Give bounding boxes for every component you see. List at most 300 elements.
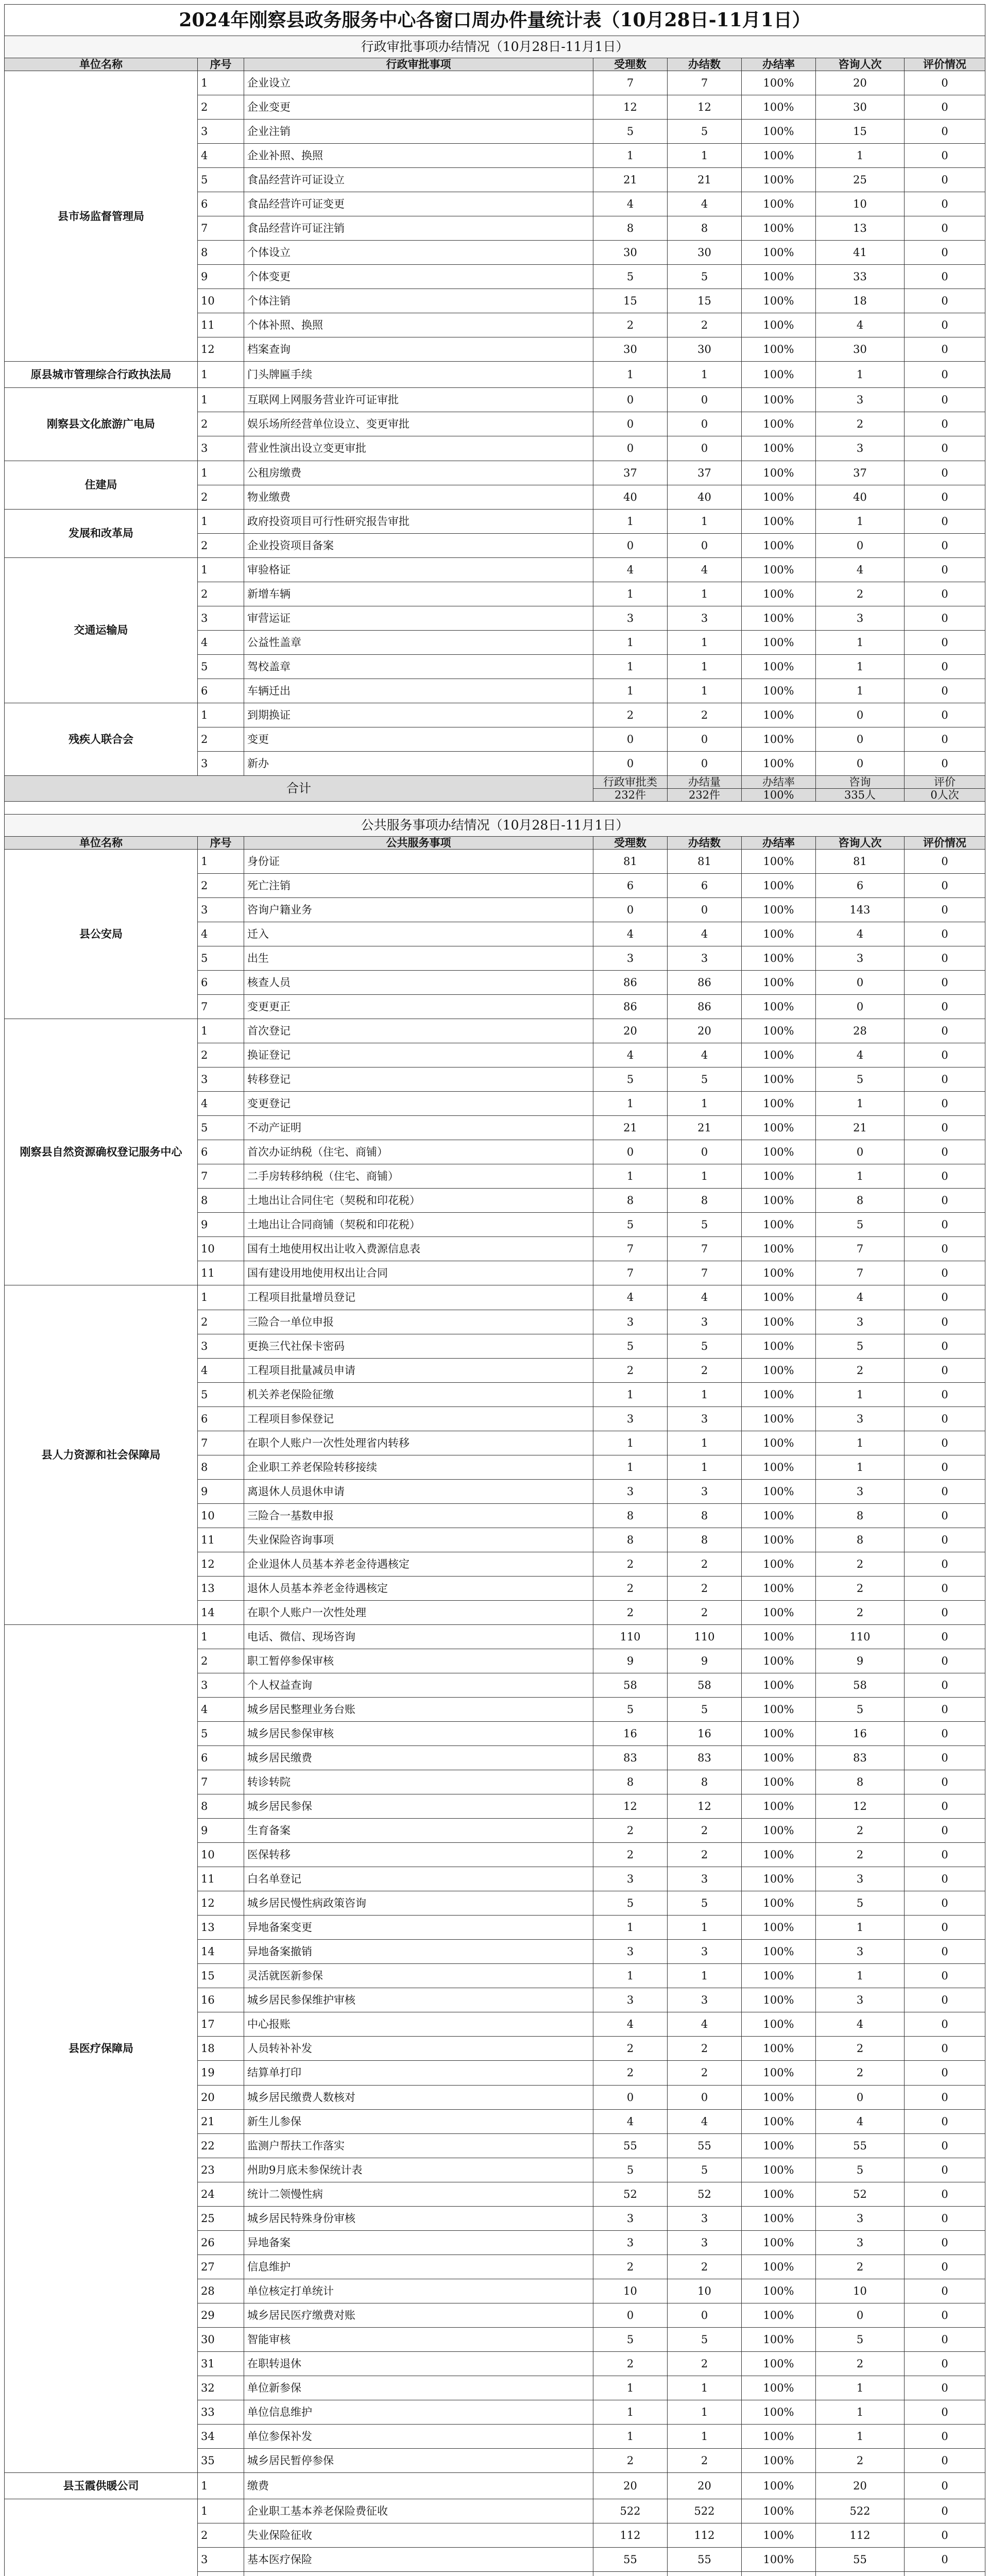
completed-count: 3 [668,2206,742,2230]
item-name: 土地出让合同商铺（契税和印花税） [244,1213,593,1237]
accepted-count: 3 [593,606,668,630]
item-name: 城乡居民参保审核 [244,1722,593,1746]
completion-rate: 100% [742,1334,816,1358]
accepted-count: 37 [593,461,668,485]
completed-count: 3 [668,946,742,971]
row-index: 8 [198,1455,244,1479]
completed-count: 2 [668,1576,742,1600]
unit-name: 交通运输局 [5,557,198,703]
consult-count: 83 [816,1746,905,1770]
consult-count: 1 [816,654,905,679]
item-name: 企业退休人员基本养老金待遇核定 [244,1552,593,1576]
completion-rate: 100% [742,1964,816,1988]
item-name: 车辆迁出 [244,679,593,703]
row-index: 5 [198,946,244,971]
completion-rate: 100% [742,1213,816,1237]
completion-rate: 100% [742,216,816,241]
item-name: 企业变更 [244,95,593,120]
accepted-count: 86 [593,995,668,1019]
consult-count: 5 [816,1698,905,1722]
completion-rate: 100% [742,337,816,362]
completion-rate: 100% [742,2327,816,2351]
unit-name: 县人力资源和社会保障局 [5,1285,198,1624]
item-name: 审验格证 [244,557,593,582]
completed-count: 2 [668,1600,742,1624]
completed-count: 3 [668,2230,742,2255]
evaluation: 0 [905,362,985,388]
completion-rate: 100% [742,1722,816,1746]
completed-count: 15 [668,289,742,313]
evaluation: 0 [905,1019,985,1043]
completed-count: 1 [668,582,742,606]
subtotal-value: 232件 [593,788,668,801]
consult-count: 1 [816,1916,905,1940]
accepted-count: 4 [593,922,668,946]
row-index: 14 [198,1940,244,1964]
evaluation: 0 [905,2206,985,2230]
item-name: 死亡注销 [244,873,593,897]
completed-count [668,2572,742,2576]
stats-table [4,4,985,2576]
accepted-count [593,2572,668,2576]
accepted-count: 10 [593,2279,668,2303]
completion-rate: 100% [742,2255,816,2279]
accepted-count: 1 [593,144,668,168]
completion-rate: 100% [742,2424,816,2448]
row-index: 1 [198,2473,244,2499]
completion-rate: 100% [742,1770,816,1794]
completed-count: 86 [668,971,742,995]
row-index: 1 [198,557,244,582]
accepted-count: 16 [593,1722,668,1746]
completion-rate: 100% [742,1503,816,1528]
completed-count: 30 [668,337,742,362]
consult-count: 7 [816,1237,905,1261]
accepted-count: 5 [593,265,668,289]
accepted-count: 1 [593,1164,668,1189]
evaluation: 0 [905,2255,985,2279]
completion-rate: 100% [742,679,816,703]
row-index: 1 [198,509,244,533]
consult-count: 52 [816,2182,905,2206]
row-index: 1 [198,362,244,388]
accepted-count: 0 [593,2303,668,2327]
evaluation: 0 [905,1503,985,1528]
row-index: 4 [198,630,244,654]
consult-count: 3 [816,1940,905,1964]
completion-rate: 100% [742,2109,816,2133]
accepted-count: 2 [593,703,668,727]
consult-count: 25 [816,168,905,192]
item-name: 公益性盖章 [244,630,593,654]
row-index: 24 [198,2182,244,2206]
item-name: 迁入 [244,922,593,946]
admin-subtotal-head-row [5,775,985,788]
completed-count: 1 [668,362,742,388]
evaluation: 0 [905,241,985,265]
consult-count: 1 [816,144,905,168]
row-index: 30 [198,2327,244,2351]
accepted-count: 2 [593,1819,668,1843]
item-name: 在职转退休 [244,2351,593,2376]
subtotal-heading: 办结率 [742,775,816,788]
completion-rate: 100% [742,2499,816,2523]
accepted-count: 6 [593,873,668,897]
completion-rate: 100% [742,2230,816,2255]
consult-count: 2 [816,2061,905,2085]
column-header: 序号 [198,836,244,849]
completion-rate: 100% [742,412,816,436]
row-index: 35 [198,2448,244,2472]
completion-rate: 100% [742,995,816,1019]
accepted-count: 40 [593,485,668,509]
completed-count: 2 [668,1552,742,1576]
completed-count: 55 [668,2548,742,2572]
consult-count: 30 [816,337,905,362]
completed-count: 2 [668,2061,742,2085]
row-index: 2 [198,1649,244,1673]
item-name: 工程项目批量增员登记 [244,1285,593,1310]
completion-rate: 100% [742,1164,816,1189]
row-index: 21 [198,2109,244,2133]
row-index: 15 [198,1964,244,1988]
consult-count: 2 [816,1576,905,1600]
completed-count: 20 [668,1019,742,1043]
item-name: 单位新参保 [244,2376,593,2400]
accepted-count: 112 [593,2523,668,2548]
accepted-count: 3 [593,2230,668,2255]
row-index: 12 [198,1891,244,1916]
table-row [5,461,985,485]
accepted-count: 4 [593,1285,668,1310]
accepted-count: 1 [593,1431,668,1455]
evaluation: 0 [905,2085,985,2109]
completed-count: 8 [668,216,742,241]
evaluation: 0 [905,2037,985,2061]
completed-count: 1 [668,1431,742,1455]
evaluation: 0 [905,144,985,168]
completion-rate: 100% [742,485,816,509]
accepted-count: 55 [593,2133,668,2158]
item-name: 职工暂停参保审核 [244,1649,593,1673]
completion-rate: 100% [742,2061,816,2085]
completion-rate: 100% [742,1940,816,1964]
consult-count: 4 [816,557,905,582]
evaluation: 0 [905,2473,985,2499]
row-index: 9 [198,265,244,289]
item-name: 门头牌匾手续 [244,362,593,388]
completed-count: 2 [668,2255,742,2279]
column-header: 办结率 [742,58,816,71]
item-name: 新生儿参保 [244,2109,593,2133]
row-index: 12 [198,1552,244,1576]
completion-rate: 100% [742,2012,816,2037]
consult-count: 21 [816,1116,905,1140]
consult-count: 2 [816,2255,905,2279]
row-index: 8 [198,1794,244,1819]
accepted-count: 110 [593,1624,668,1649]
item-name: 三险合一单位申报 [244,1310,593,1334]
accepted-count: 1 [593,509,668,533]
consult-count: 5 [816,2327,905,2351]
row-index: 12 [198,337,244,362]
accepted-count: 5 [593,2158,668,2182]
evaluation: 0 [905,1310,985,1334]
item-name: 食品经营许可证设立 [244,168,593,192]
evaluation: 0 [905,485,985,509]
weekly-stats-sheet [4,4,985,2576]
consult-count: 1 [816,679,905,703]
row-index: 27 [198,2255,244,2279]
item-name: 企业补照、换照 [244,144,593,168]
row-index: 10 [198,289,244,313]
accepted-count: 58 [593,1673,668,1697]
item-name: 工程项目批量减员申请 [244,1358,593,1382]
row-index: 34 [198,2424,244,2448]
completed-count: 55 [668,2133,742,2158]
row-index: 1 [198,703,244,727]
consult-count: 3 [816,1988,905,2012]
consult-count: 4 [816,1043,905,1067]
item-name: 信息维护 [244,2255,593,2279]
accepted-count: 2 [593,1600,668,1624]
evaluation: 0 [905,995,985,1019]
accepted-count: 0 [593,727,668,751]
completed-count: 4 [668,1285,742,1310]
completed-count: 1 [668,1382,742,1406]
evaluation: 0 [905,1382,985,1406]
consult-count: 0 [816,703,905,727]
completed-count: 3 [668,606,742,630]
item-name: 单位信息维护 [244,2400,593,2424]
completed-count: 5 [668,1213,742,1237]
completed-count: 10 [668,2279,742,2303]
consult-count: 2 [816,1358,905,1382]
accepted-count: 1 [593,1455,668,1479]
column-header: 行政审批事项 [244,58,593,71]
row-index: 33 [198,2400,244,2424]
accepted-count: 1 [593,630,668,654]
consult-count: 20 [816,2473,905,2499]
completed-count: 40 [668,485,742,509]
row-index: 23 [198,2158,244,2182]
completion-rate: 100% [742,2133,816,2158]
completed-count: 0 [668,533,742,557]
consult-count: 2 [816,1600,905,1624]
completed-count: 1 [668,654,742,679]
item-name: 新增车辆 [244,582,593,606]
item-name: 个体注销 [244,289,593,313]
unit-name: 县市场监督管理局 [5,71,198,362]
column-header: 公共服务事项 [244,836,593,849]
evaluation: 0 [905,436,985,461]
row-index: 5 [198,1722,244,1746]
completion-rate: 100% [742,630,816,654]
completion-rate: 100% [742,1552,816,1576]
completion-rate: 100% [742,582,816,606]
row-index: 5 [198,1116,244,1140]
row-index: 2 [198,95,244,120]
row-index: 11 [198,1867,244,1891]
table-row [5,71,985,95]
completed-count: 2 [668,1819,742,1843]
item-name: 在职个人账户一次性处理省内转移 [244,1431,593,1455]
row-index: 3 [198,436,244,461]
completion-rate: 100% [742,873,816,897]
consult-count: 6 [816,873,905,897]
item-name: 土地出让合同住宅（契税和印花税） [244,1189,593,1213]
item-name: 异地备案 [244,2230,593,2255]
evaluation: 0 [905,1576,985,1600]
item-name: 城乡居民缴费 [244,1746,593,1770]
completed-count: 8 [668,1528,742,1552]
item-name: 城乡居民缴费人数核对 [244,2085,593,2109]
item-name: 单位参保补发 [244,2424,593,2448]
item-name: 灵活就医新参保 [244,1964,593,1988]
consult-count: 1 [816,2400,905,2424]
row-index: 2 [198,412,244,436]
completion-rate: 100% [742,144,816,168]
evaluation: 0 [905,1189,985,1213]
row-index: 2 [198,2523,244,2548]
row-index: 6 [198,1406,244,1431]
completed-count: 2 [668,313,742,337]
completed-count: 1 [668,679,742,703]
accepted-count: 3 [593,1940,668,1964]
consult-count: 1 [816,1964,905,1988]
completion-rate: 100% [742,1819,816,1843]
consult-count: 5 [816,1067,905,1092]
accepted-count: 3 [593,1310,668,1334]
subtotal-heading: 咨询 [816,775,905,788]
completed-count: 0 [668,1140,742,1164]
row-index: 2 [198,1310,244,1334]
evaluation: 0 [905,2327,985,2351]
subtotal-value: 335人 [816,788,905,801]
completion-rate: 100% [742,2206,816,2230]
completed-count: 6 [668,873,742,897]
column-header: 序号 [198,58,244,71]
completed-count: 2 [668,1843,742,1867]
completed-count: 7 [668,71,742,95]
completion-rate: 100% [742,1431,816,1455]
completion-rate: 100% [742,1092,816,1116]
item-name: 三险合一基数申报 [244,1503,593,1528]
completion-rate: 100% [742,1140,816,1164]
completion-rate: 100% [742,557,816,582]
item-name: 个人权益查询 [244,1673,593,1697]
evaluation: 0 [905,1843,985,1867]
item-name: 智能审核 [244,2327,593,2351]
row-index: 16 [198,1988,244,2012]
evaluation: 0 [905,1528,985,1552]
row-index: 2 [198,533,244,557]
evaluation: 0 [905,2012,985,2037]
accepted-count: 30 [593,241,668,265]
row-index: 32 [198,2376,244,2400]
completion-rate: 100% [742,1988,816,2012]
unit-name: 县玉霞供暖公司 [5,2473,198,2499]
item-name: 食品经营许可证变更 [244,192,593,216]
consult-count: 112 [816,2523,905,2548]
consult-count: 3 [816,606,905,630]
consult-count: 8 [816,1189,905,1213]
public-section-title: 公共服务事项办结情况（10月28日-11月1日） [5,814,985,836]
evaluation: 0 [905,2133,985,2158]
completed-count: 0 [668,436,742,461]
item-name: 到期换证 [244,703,593,727]
completion-rate: 100% [742,313,816,337]
item-name: 企业职工养老保险转移接续 [244,1455,593,1479]
item-name: 核查人员 [244,971,593,995]
evaluation: 0 [905,1237,985,1261]
evaluation: 0 [905,2230,985,2255]
evaluation: 0 [905,71,985,95]
row-index: 13 [198,1576,244,1600]
evaluation: 0 [905,849,985,873]
evaluation: 0 [905,388,985,412]
completion-rate: 100% [742,533,816,557]
evaluation: 0 [905,679,985,703]
completion-rate: 100% [742,1237,816,1261]
completion-rate: 100% [742,606,816,630]
evaluation: 0 [905,1698,985,1722]
consult-count: 3 [816,436,905,461]
consult-count: 10 [816,2279,905,2303]
row-index: 7 [198,1770,244,1794]
table-row [5,849,985,873]
row-index: 3 [198,1067,244,1092]
completed-count: 110 [668,1624,742,1649]
accepted-count: 5 [593,1891,668,1916]
unit-name: 刚察县自然资源确权登记服务中心 [5,1019,198,1285]
item-name: 医保转移 [244,1843,593,1867]
table-row [5,703,985,727]
accepted-count: 2 [593,2037,668,2061]
consult-count: 5 [816,1334,905,1358]
row-index: 1 [198,2499,244,2523]
row-index: 17 [198,2012,244,2037]
admin-section-title: 行政审批事项办结情况（10月28日-11月1日） [5,36,985,58]
row-index: 10 [198,1843,244,1867]
consult-count: 1 [816,1382,905,1406]
completion-rate: 100% [742,1673,816,1697]
completed-count: 0 [668,2085,742,2109]
row-index: 26 [198,2230,244,2255]
accepted-count: 1 [593,2400,668,2424]
item-name: 企业注销 [244,120,593,144]
completion-rate: 100% [742,1067,816,1092]
row-index: 6 [198,1746,244,1770]
consult-count: 28 [816,1019,905,1043]
accepted-count: 9 [593,1649,668,1673]
page-title: 2024年刚察县政务服务中心各窗口周办件量统计表（10月28日-11月1日） [5,5,985,36]
consult-count: 41 [816,241,905,265]
evaluation: 0 [905,922,985,946]
consult-count: 1 [816,2424,905,2448]
completed-count: 12 [668,1794,742,1819]
row-index: 1 [198,71,244,95]
evaluation: 0 [905,2424,985,2448]
row-index: 6 [198,1140,244,1164]
accepted-count: 2 [593,2448,668,2472]
table-row [5,1019,985,1043]
evaluation: 0 [905,461,985,485]
item-name: 工程项目参保登记 [244,1406,593,1431]
item-name: 单位核定打单统计 [244,2279,593,2303]
evaluation: 0 [905,1746,985,1770]
evaluation: 0 [905,313,985,337]
